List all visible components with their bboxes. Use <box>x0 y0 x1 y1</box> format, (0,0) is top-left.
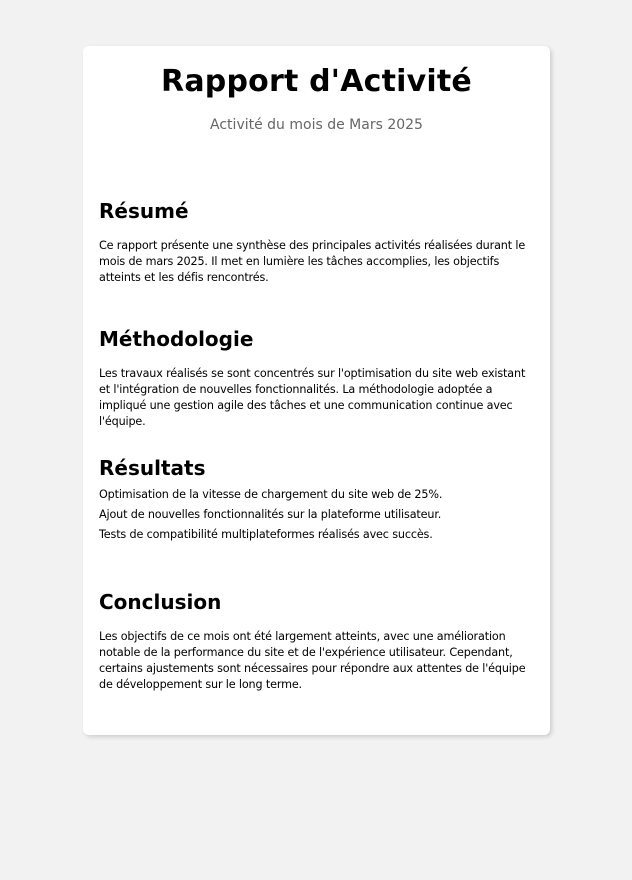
report-page <box>83 46 550 735</box>
section-heading-resume: Résumé <box>99 199 189 223</box>
section-text-conclusion: Les objectifs de ce mois ont été largement atteints, avec une amélioration notable de la performance du site et de l'expérience utilisateur. Cependant, certains ajustements sont nécessaires pour répondre aux attentes de l'équipe de développement sur le long terme. <box>99 630 526 691</box>
section-heading-resultats: Résultats <box>99 456 206 480</box>
page-subtitle: Activité du mois de Mars 2025 <box>210 117 423 133</box>
section-text-methodologie: Les travaux réalisés se sont concentrés sur l'optimisation du site web existant et l'intégration de nouvelles fonctionnalités. La méthodologie adoptée a impliqué une gestion agile des tâches et une communication continue avec l'équipe. <box>99 367 526 428</box>
list-item: Ajout de nouvelles fonctionnalités sur la plateforme utilisateur. <box>99 508 442 521</box>
results-list <box>99 485 536 545</box>
page-title: Rapport d'Activité <box>161 64 472 99</box>
list-item: Optimisation de la vitesse de chargement du site web de 25%. <box>99 488 443 501</box>
section-resume <box>99 198 536 286</box>
section-methodologie <box>99 326 536 430</box>
section-heading-methodologie: Méthodologie <box>99 327 254 351</box>
section-text-resume: Ce rapport présente une synthèse des principales activités réalisées durant le mois de mars 2025. Il met en lumière les tâches accomplies, les objectifs atteints et les défis rencontrés. <box>99 239 526 284</box>
section-resultats <box>99 455 536 545</box>
section-conclusion <box>99 589 536 693</box>
list-item: Tests de compatibilité multiplateformes réalisés avec succès. <box>99 528 433 541</box>
section-heading-conclusion: Conclusion <box>99 590 222 614</box>
